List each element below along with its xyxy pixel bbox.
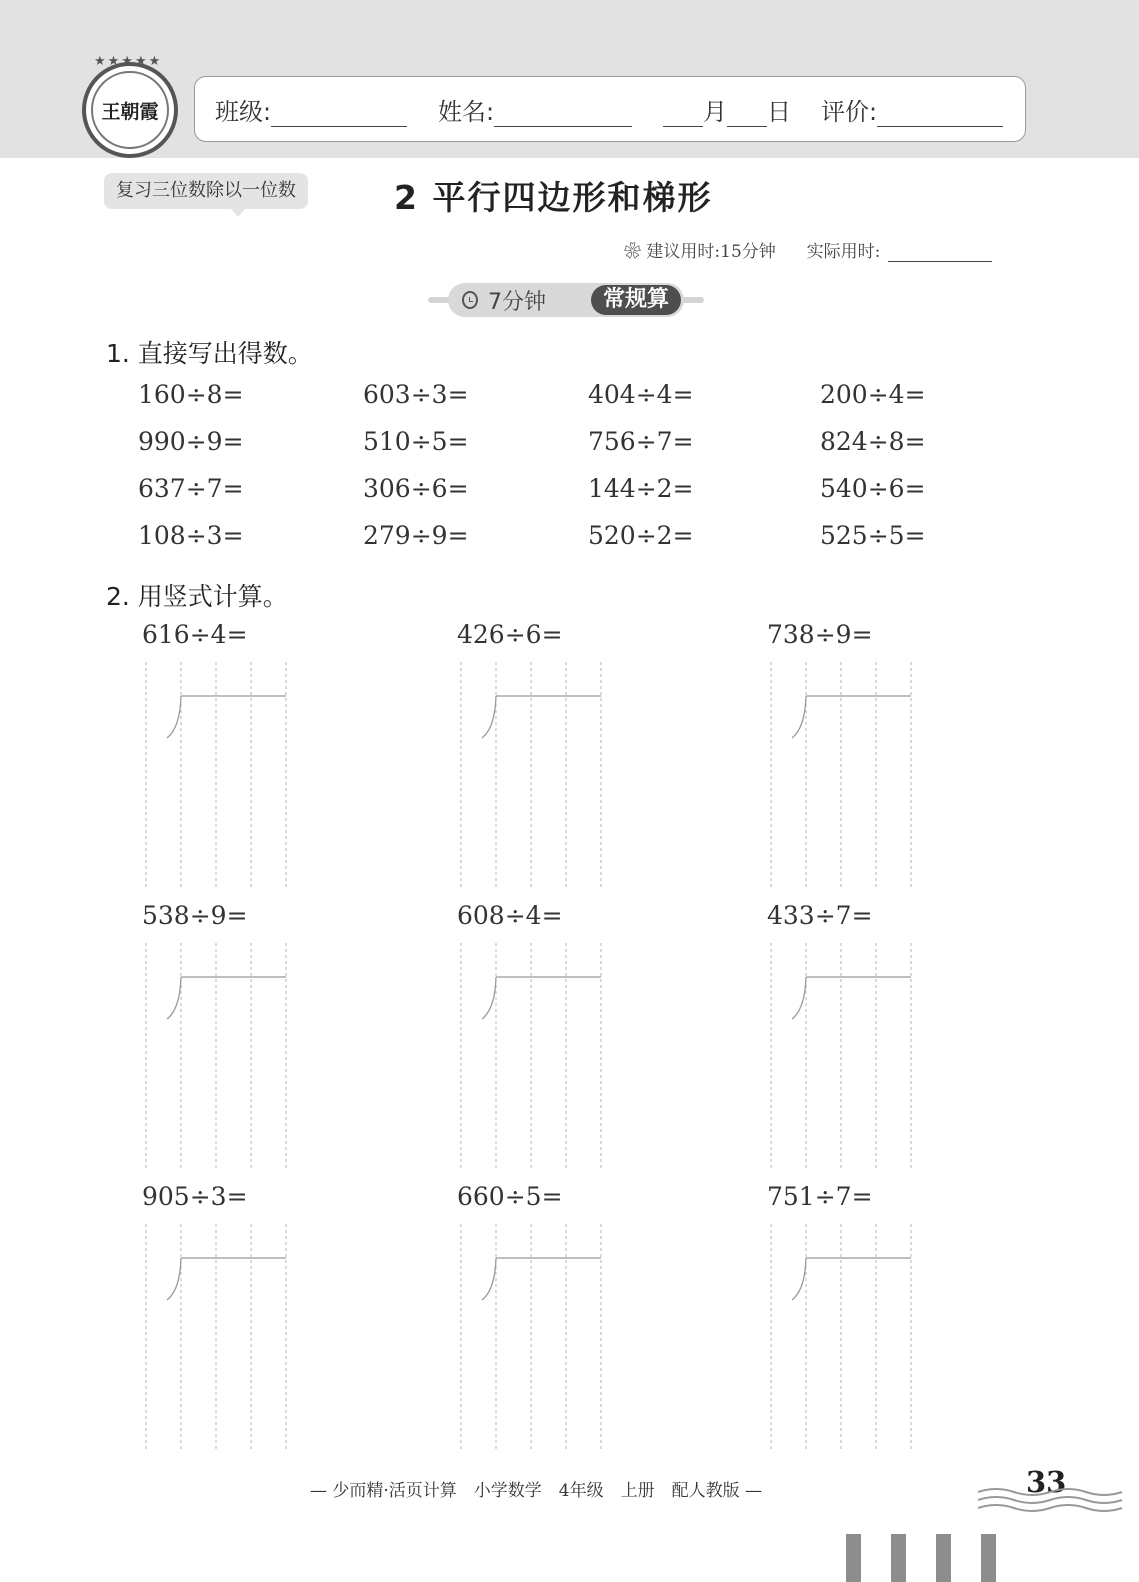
timing-row — [624, 237, 992, 262]
q1-item: 540÷6= — [820, 474, 926, 503]
q1-item: 279÷9= — [363, 521, 469, 550]
evaluation-label: 评价: — [821, 97, 878, 126]
topic-tag: 复习三位数除以一位数 — [104, 173, 308, 209]
long-division-workspace[interactable] — [455, 943, 615, 1173]
class-input[interactable] — [271, 100, 407, 127]
suggested-time: 建议用时:15分钟 — [646, 242, 776, 262]
name-field — [438, 92, 632, 127]
q2-problem: 433÷7= — [767, 901, 873, 930]
section-header — [448, 283, 684, 317]
q2-problem: 738÷9= — [767, 620, 873, 649]
stopwatch-icon — [462, 291, 478, 309]
section-tag: 常规算 — [591, 285, 681, 315]
actual-time-input[interactable] — [888, 243, 992, 262]
q1-item: 824÷8= — [820, 427, 926, 456]
question-1-title: 1. 直接写出得数。 — [106, 339, 313, 368]
q1-item: 637÷7= — [138, 474, 244, 503]
waves-decoration — [978, 1486, 1128, 1516]
topic-tag-tail — [230, 208, 246, 217]
q2-problem: 751÷7= — [767, 1182, 873, 1211]
name-label: 姓名: — [438, 97, 495, 126]
q2-problem: 905÷3= — [142, 1182, 248, 1211]
edge-bar — [891, 1534, 906, 1582]
logo-text: 王朝霞 — [91, 71, 169, 149]
footer-text: — 少而精·活页计算 小学数学 4年级 上册 配人教版 — — [310, 1481, 763, 1501]
long-division-workspace[interactable] — [140, 662, 300, 892]
name-input[interactable] — [494, 100, 632, 127]
month-input[interactable] — [663, 100, 703, 127]
q2-problem: 660÷5= — [457, 1182, 563, 1211]
lesson-title: 2 平行四边形和梯形 — [394, 178, 713, 217]
page-number: 33 — [1026, 1465, 1067, 1499]
edge-bar — [846, 1534, 861, 1582]
q1-item: 160÷8= — [138, 380, 244, 409]
class-label: 班级: — [215, 97, 272, 126]
edge-bar — [981, 1534, 996, 1582]
month-label: 月 — [703, 97, 727, 126]
logo — [82, 54, 178, 158]
long-division-workspace[interactable] — [140, 1224, 300, 1454]
actual-time-label: 实际用时: — [806, 242, 881, 262]
q1-item: 520÷2= — [588, 521, 694, 550]
q2-problem: 608÷4= — [457, 901, 563, 930]
date-field — [663, 92, 791, 127]
long-division-workspace[interactable] — [765, 662, 925, 892]
q1-item: 603÷3= — [363, 380, 469, 409]
long-division-workspace[interactable] — [140, 943, 300, 1173]
q2-problem: 616÷4= — [142, 620, 248, 649]
q1-item: 990÷9= — [138, 427, 244, 456]
question-2-title: 2. 用竖式计算。 — [106, 582, 288, 611]
student-info-box — [194, 76, 1026, 142]
q1-item: 108÷3= — [138, 521, 244, 550]
q1-item: 756÷7= — [588, 427, 694, 456]
long-division-workspace[interactable] — [455, 1224, 615, 1454]
q1-item: 525÷5= — [820, 521, 926, 550]
evaluation-input[interactable] — [877, 100, 1003, 127]
edge-bar — [936, 1534, 951, 1582]
edge-bars — [846, 1534, 996, 1582]
q1-item: 200÷4= — [820, 380, 926, 409]
q2-problem: 538÷9= — [142, 901, 248, 930]
section-time: 7分钟 — [488, 289, 546, 315]
long-division-workspace[interactable] — [455, 662, 615, 892]
q1-item: 404÷4= — [588, 380, 694, 409]
q2-problem: 426÷6= — [457, 620, 563, 649]
q1-item: 306÷6= — [363, 474, 469, 503]
class-field — [215, 92, 407, 127]
q1-item: 510÷5= — [363, 427, 469, 456]
flower-icon: ❀ — [624, 242, 641, 262]
evaluation-field — [821, 92, 1003, 127]
q1-item: 144÷2= — [588, 474, 694, 503]
day-label: 日 — [767, 97, 791, 126]
day-input[interactable] — [727, 100, 767, 127]
long-division-workspace[interactable] — [765, 1224, 925, 1454]
stars-icon: ★★★★★ — [94, 54, 163, 69]
long-division-workspace[interactable] — [765, 943, 925, 1173]
